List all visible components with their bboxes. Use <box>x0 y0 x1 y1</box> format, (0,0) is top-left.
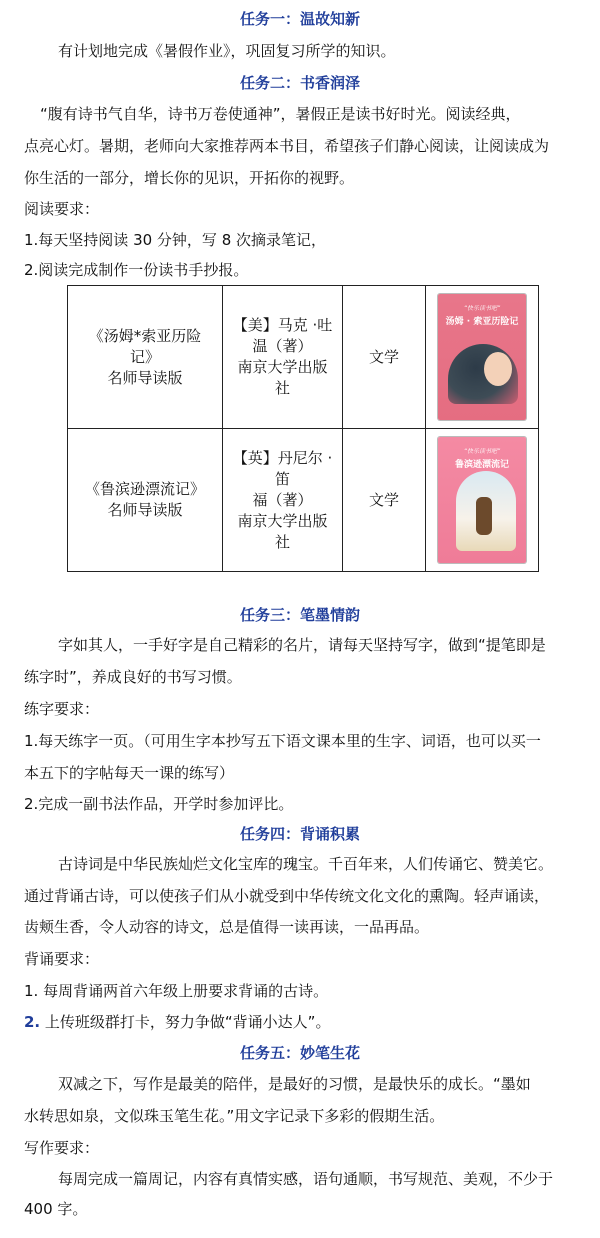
book-author-line: 福（著） <box>252 490 313 509</box>
book-author-cell <box>223 286 343 429</box>
book-publisher-line: 社 <box>274 379 290 397</box>
book-publisher-line: 南京大学出版 <box>237 358 328 376</box>
task2-para-line: 你生活的一部分，增长你的见识，开拓你的视野。 <box>24 169 355 187</box>
book-author-line: 【英】丹尼尔 ·笛 <box>232 448 333 488</box>
task4-req-item <box>24 1011 584 1033</box>
task3-para-line: 字如其人，一手好字是自己精彩的名片，请每天坚持写字，做到“提笔即是 <box>58 636 546 654</box>
task1-heading: 任务一：温故知新 <box>239 10 360 28</box>
book-title-cell <box>68 286 223 429</box>
book-genre-cell: 文学 <box>343 429 426 572</box>
task2-para-line: “腹有诗书气自华，诗书万卷使通神”，暑假正是读书好时光。阅读经典， <box>40 105 521 123</box>
book-edition-line: 名师导读版 <box>107 368 183 387</box>
task3-req-item: 2.完成一副书法作品，开学时参加评比。 <box>24 795 294 813</box>
book-publisher-line: 南京大学出版 <box>237 511 328 530</box>
task4-req-item: 1. 每周背诵两首六年级上册要求背诵的古诗。 <box>24 982 329 1000</box>
task5-para-line: 双减之下，写作是最美的陪伴，是最好的习惯，是最快乐的成长。“墨如 <box>58 1075 531 1093</box>
req-text: 上传班级群打卡，努力争做“背诵小达人”。 <box>40 1013 331 1031</box>
task3-para-line: 练字时”，养成良好的书写习惯。 <box>24 668 242 686</box>
book-title-line: 记》 <box>129 347 160 366</box>
book-title-line: 《汤姆*索亚历险 <box>88 326 202 345</box>
book-author-line: 【美】马克 ·吐 <box>232 316 333 334</box>
task4-req-label: 背诵要求： <box>24 950 100 968</box>
req-number: 2. <box>24 1013 41 1031</box>
task2-para-line: 点亮心灯。暑期，老师向大家推荐两本书目，希望孩子们静心阅读，让阅读成为 <box>24 137 550 155</box>
task4-para-line: 齿颊生香，令人动容的诗文，总是值得一读再读，一品再品。 <box>24 918 430 936</box>
book-author-cell <box>223 429 343 572</box>
book-edition-line: 名师导读版 <box>107 501 183 519</box>
task1-body: 有计划地完成《暑假作业》，巩固复习所学的知识。 <box>58 42 396 60</box>
book-cover-cell <box>426 429 539 572</box>
book-cover-image <box>438 294 526 420</box>
table-row <box>68 286 539 429</box>
table-row <box>68 429 539 572</box>
book-cover-cell <box>426 286 539 429</box>
task2-req-item: 2.阅读完成制作一份读书手抄报。 <box>24 261 249 279</box>
book-cover-image <box>438 437 526 563</box>
task3-req-item: 1.每天练字一页。（可用生字本抄写五下语文课本里的生字、词语，也可以买一 <box>24 732 541 750</box>
cover-illustration-figure <box>476 497 492 535</box>
book-table <box>67 285 539 572</box>
cover-illustration-face <box>484 352 512 386</box>
task3-req-label: 练字要求： <box>24 700 100 718</box>
task5-req-label: 写作要求： <box>24 1139 100 1157</box>
task2-heading: 任务二：书香润泽 <box>239 74 360 92</box>
task3-heading: 任务三：笔墨情韵 <box>239 606 360 624</box>
cover-series-text: “快乐读书吧” <box>463 305 501 312</box>
book-author-line: 温（著） <box>252 337 313 355</box>
cover-title-text: 鲁滨逊漂流记 <box>454 460 509 470</box>
task2-req-label: 阅读要求： <box>24 200 100 218</box>
task4-para-line: 古诗词是中华民族灿烂文化宝库的瑰宝。千百年来，人们传诵它、赞美它。 <box>58 855 554 873</box>
book-title-cell <box>68 429 223 572</box>
task5-heading: 任务五：妙笔生花 <box>239 1044 360 1062</box>
task5-para-line: 水转思如泉，文似珠玉笔生花。”用文字记录下多彩的假期生活。 <box>24 1107 445 1125</box>
book-title-line: 《鲁滨逊漂流记》 <box>84 480 205 498</box>
task5-req-item: 每周完成一篇周记，内容有真情实感，语句通顺，书写规范、美观，不少于 <box>58 1170 554 1188</box>
book-genre-cell: 文学 <box>343 286 426 429</box>
task4-para-line: 通过背诵古诗，可以使孩子们从小就受到中华传统文化文化的熏陶。轻声诵读， <box>24 887 550 905</box>
book-publisher-line: 社 <box>274 532 290 551</box>
task2-req-item: 1.每天坚持阅读 30 分钟，写 8 次摘录笔记， <box>24 231 327 249</box>
cover-series-text: “快乐读书吧” <box>463 448 501 455</box>
task4-heading: 任务四：背诵积累 <box>239 825 360 843</box>
task3-req-item: 本五下的字帖每天一课的练写） <box>24 764 235 782</box>
cover-title-text: 汤姆 · 索亚历险记 <box>445 317 519 327</box>
task5-req-item: 400 字。 <box>24 1200 88 1218</box>
